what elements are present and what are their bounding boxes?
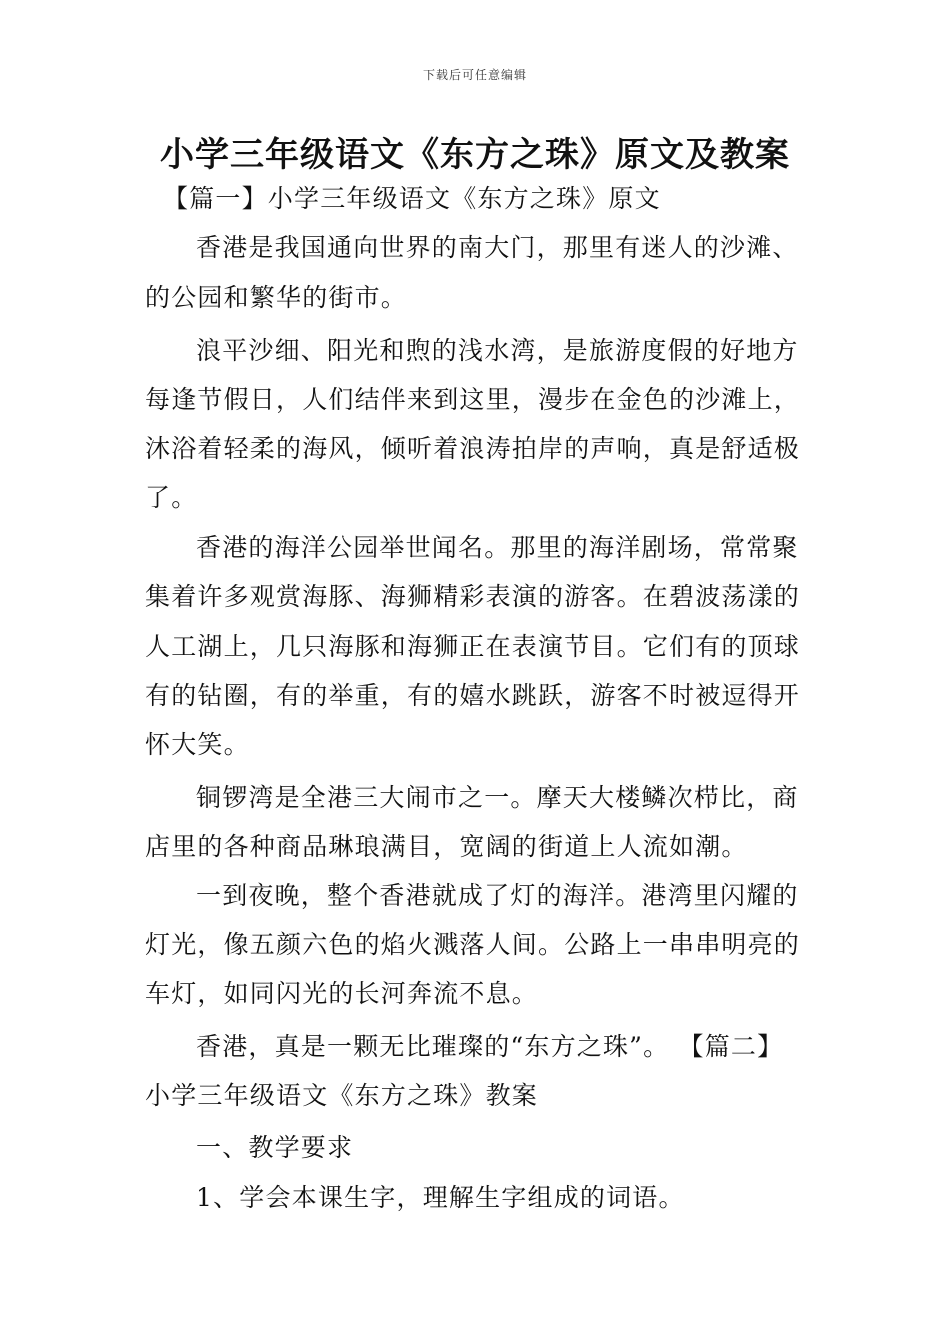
paragraph-line: 香港，真是一颗无比璀璨的“东方之珠”。 【篇二】 xyxy=(196,1032,784,1061)
paragraph-line: 有的钻圈，有的举重，有的嬉水跳跃，游客不时被逗得开 xyxy=(145,681,801,710)
header-note: 下载后可任意编辑 xyxy=(422,68,527,82)
paragraph-line: 人工湖上，几只海豚和海狮正在表演节目。它们有的顶球 xyxy=(145,632,801,661)
paragraph-line: 每逢节假日，人们结伴来到这里，漫步在金色的沙滩上， xyxy=(145,385,801,414)
paragraph-line: 浪平沙细、阳光和煦的浅水湾，是旅游度假的好地方 xyxy=(196,336,799,365)
paragraph-line: 了。 xyxy=(145,483,198,512)
list-item: 1、学会本课生字，理解生字组成的词语。 xyxy=(196,1183,685,1212)
paragraph-line: 铜锣湾是全港三大闹市之一。摩天大楼鳞次栉比，商 xyxy=(196,783,799,812)
section-heading-1: 【篇一】小学三年级语文《东方之珠》原文 xyxy=(163,184,661,213)
paragraph-line: 店里的各种商品琳琅满目，宽阔的街道上人流如潮。 xyxy=(145,832,748,861)
paragraph-line: 一到夜晚，整个香港就成了灯的海洋。港湾里闪耀的 xyxy=(196,881,799,910)
paragraph-line: 沐浴着轻柔的海风，倾听着浪涛拍岸的声响，真是舒适极 xyxy=(145,434,801,463)
paragraph-line: 的公园和繁华的街市。 xyxy=(145,283,408,312)
paragraph-line: 香港是我国通向世界的南大门，那里有迷人的沙滩、 xyxy=(196,233,799,262)
paragraph-line: 集着许多观赏海豚、海狮精彩表演的游客。在碧波荡漾的 xyxy=(145,582,801,611)
section-heading-2: 小学三年级语文《东方之珠》教案 xyxy=(145,1081,539,1110)
paragraph-line: 怀大笑。 xyxy=(145,730,250,759)
paragraph-line: 香港的海洋公园举世闻名。那里的海洋剧场，常常聚 xyxy=(196,533,799,562)
paragraph-line: 灯光，像五颜六色的焰火溅落人间。公路上一串串明亮的 xyxy=(145,930,801,959)
document-title: 小学三年级语文《东方之珠》原文及教案 xyxy=(160,135,790,175)
paragraph-line: 车灯，如同闪光的长河奔流不息。 xyxy=(145,979,539,1008)
subheading: 一、教学要求 xyxy=(196,1133,354,1162)
